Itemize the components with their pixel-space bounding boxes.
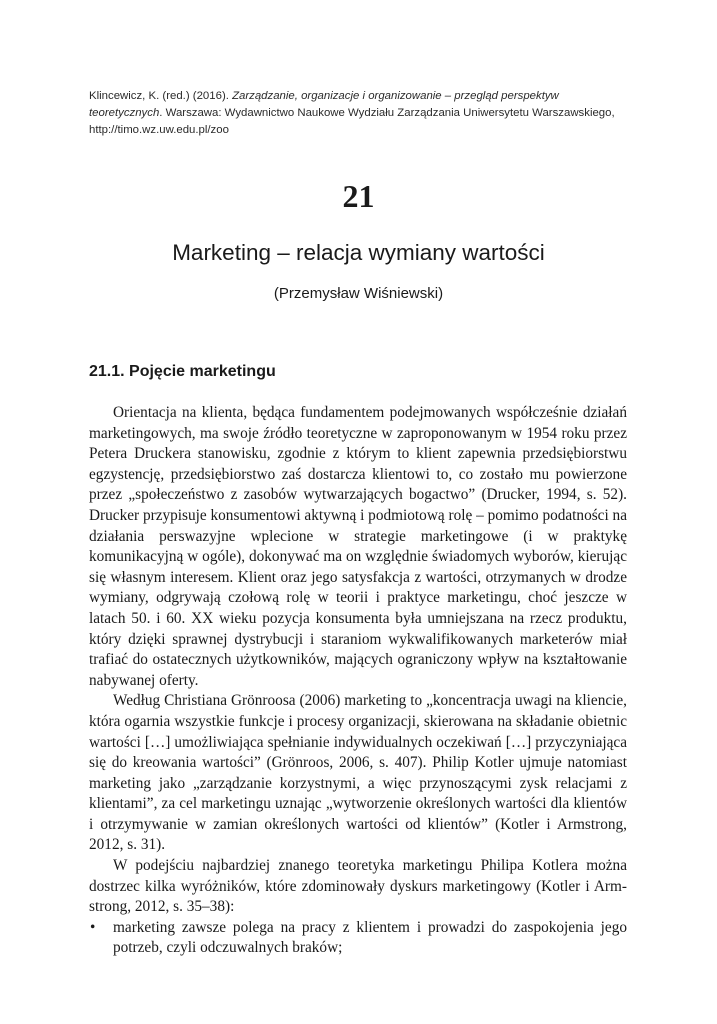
citation-publisher: . Warszawa: Wydawnictwo Naukowe Wydziału Zarządzania Uniwersytetu Warszawskiego, http://timo.wz.uw.edu.pl/zoo xyxy=(89,107,615,136)
paragraph-2: Według Christiana Grönroosa (2006) marketing to „koncentracja uwagi na kliencie, która ogarnia wszystkie funkcje i procesy organizacji, skierowana na składanie obietnic wartości […] umożliwiająca spełnianie indywidualnych oczekiwań […] przyczyniająca się do kreowania wartości” (Grönroos, 2006, s. 407). Philip Kotler ujmuje natomiast marketing jako „zarządzanie korzystnymi, a więc przynoszącymi zysk relacjami z klientami”, za cel marketingu uznając „wytworzenie określonych wartości dla klientów i otrzymywanie w zamian określonych wartości od klientów” (Kotler i Armstrong, 2012, s. 31). xyxy=(89,692,627,854)
bullet-icon: • xyxy=(90,918,96,936)
chapter-author: (Przemysław Wiśniewski) xyxy=(273,285,444,302)
paragraph-1: Orientacja na klienta, będąca fundamentem podejmowanych współcześnie działań marketingowych, ma swoje źródło teoretyczne w zaproponowanym w 1954 roku przez Petera Druckera stanowisku, zgodnie z którym to klient zapewnia przedsiębiorstwu egzystencję, przedsiębiorstwo zaś dostarcza klientowi to, co zostało mu powierzone przez „społeczeństwo z zasobów wytwarzających bogactwo” (Drucker, 1994, s. 52). Drucker przypisuje konsumentowi aktywną i podmiotową rolę – pomimo podatności na działania perswazyjne wplecione w strategie marketingowe (i w praktykę komunikacyjną w ogóle), dokonywać ma on względnie świadomych wyborów, kierując się własnym interesem. Klient oraz jego satysfakcja z wartości, otrzymanych w drodze wymiany, odgrywają czołową rolę w teorii i praktyce marketingu, choć jeszcze w latach 50. i 60. XX wieku pozycja konsumenta była umniejszana na rzecz produktu, który dzięki sprawnej dystrybucji i staraniom wykwalifikowanych marketerów miał trafiać do ostatecznych użytkowników, mających ograniczony wpływ na kształtowanie nabywanej oferty. xyxy=(89,404,627,689)
citation-authors: Klincewicz, K. (red.) (2016). xyxy=(89,90,233,102)
section-heading: 21.1. Pojęcie marketingu xyxy=(89,363,276,380)
list-item xyxy=(89,918,627,959)
chapter-title: Marketing – relacja wymiany wartości xyxy=(172,240,545,265)
citation-header xyxy=(89,88,631,139)
body-text xyxy=(89,403,627,959)
chapter-number: 21 xyxy=(342,178,375,214)
citation-book-title: Zarządzanie, organizacje i organizowanie – przegląd perspektyw teoretycznych xyxy=(89,90,559,119)
list-item-text: marketing zawsze polega na pracy z klientem i prowadzi do zaspokojenia jego potrzeb, czyli odczuwalnych braków; xyxy=(113,918,627,957)
paragraph-3: W podejściu najbardziej znanego teoretyka marketingu Philipa Kotlera można dostrzec kilka wyróżników, które zdominowały dyskurs marketingowy (Kotler i Armstrong, 2012, s. 35–38): xyxy=(89,857,627,916)
bullet-list xyxy=(89,918,627,959)
